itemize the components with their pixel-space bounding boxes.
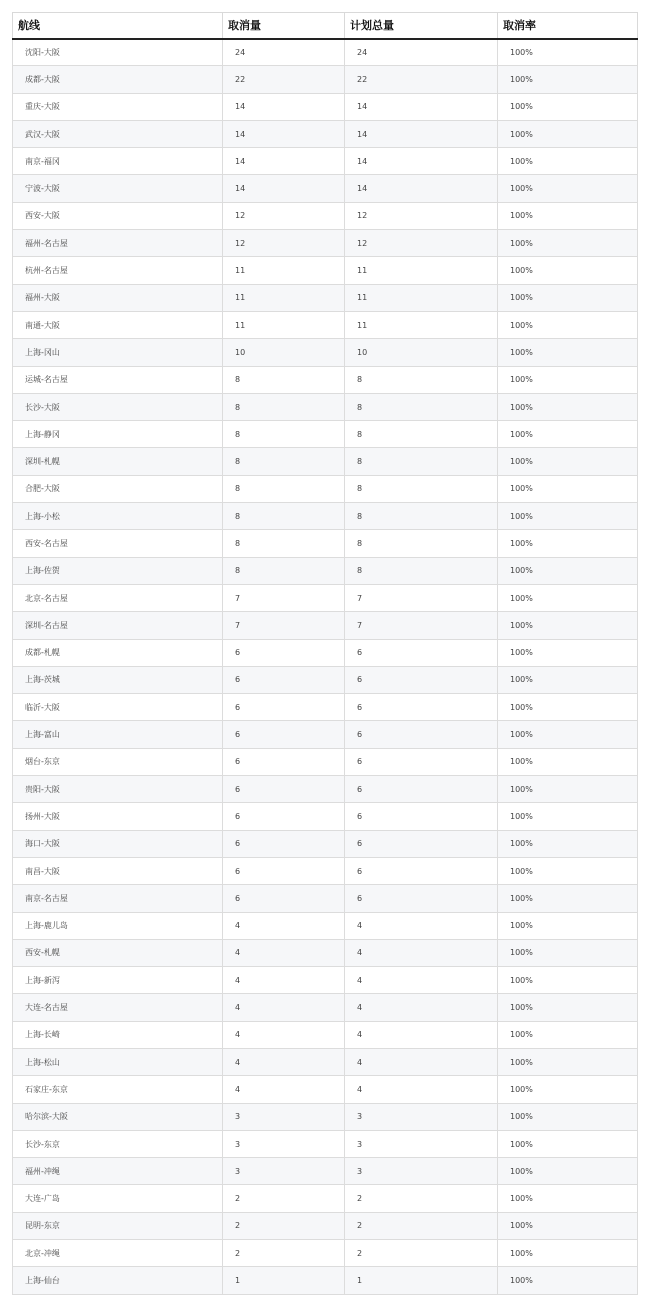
- cell-cancellation-rate: 100%: [498, 448, 638, 475]
- cell-cancelled-count: 4: [223, 912, 345, 939]
- cell-cancellation-rate: 100%: [498, 93, 638, 120]
- table-row: [13, 748, 638, 775]
- cell-planned-total: 14: [345, 93, 498, 120]
- table-row: [13, 666, 638, 693]
- cell-cancelled-count: 2: [223, 1185, 345, 1212]
- table-row: [13, 257, 638, 284]
- cell-planned-total: 2: [345, 1212, 498, 1239]
- cell-route: 石家庄-东京: [13, 1076, 223, 1103]
- cell-cancellation-rate: 100%: [498, 1021, 638, 1048]
- table-row: [13, 284, 638, 311]
- cell-cancelled-count: 4: [223, 1021, 345, 1048]
- table-row: [13, 120, 638, 147]
- cell-planned-total: 4: [345, 994, 498, 1021]
- cell-route: 北京-冲绳: [13, 1240, 223, 1267]
- table-row: [13, 503, 638, 530]
- cell-cancellation-rate: 100%: [498, 257, 638, 284]
- cell-cancellation-rate: 100%: [498, 967, 638, 994]
- cell-cancellation-rate: 100%: [498, 1076, 638, 1103]
- table-row: [13, 311, 638, 338]
- table-row: [13, 1158, 638, 1185]
- cell-route: 宁波-大阪: [13, 175, 223, 202]
- cell-cancelled-count: 22: [223, 66, 345, 93]
- cell-cancelled-count: 3: [223, 1158, 345, 1185]
- cell-cancellation-rate: 100%: [498, 584, 638, 611]
- cell-cancellation-rate: 100%: [498, 994, 638, 1021]
- cell-cancellation-rate: 100%: [498, 230, 638, 257]
- table-row: [13, 803, 638, 830]
- cell-cancelled-count: 7: [223, 584, 345, 611]
- cell-cancelled-count: 10: [223, 339, 345, 366]
- cell-cancellation-rate: 100%: [498, 639, 638, 666]
- cell-route: 上海-富山: [13, 721, 223, 748]
- cell-cancellation-rate: 100%: [498, 830, 638, 857]
- cell-cancellation-rate: 100%: [498, 885, 638, 912]
- cell-route: 临沂-大阪: [13, 694, 223, 721]
- cell-planned-total: 11: [345, 284, 498, 311]
- cell-route: 沈阳-大阪: [13, 39, 223, 66]
- cell-cancellation-rate: 100%: [498, 803, 638, 830]
- cell-route: 烟台-东京: [13, 748, 223, 775]
- cell-planned-total: 12: [345, 202, 498, 229]
- cell-cancelled-count: 12: [223, 202, 345, 229]
- cell-route: 上海-佐贺: [13, 557, 223, 584]
- cell-planned-total: 8: [345, 557, 498, 584]
- table-row: [13, 1103, 638, 1130]
- cell-route: 贵阳-大阪: [13, 776, 223, 803]
- table-row: [13, 857, 638, 884]
- cell-planned-total: 24: [345, 39, 498, 66]
- cell-cancellation-rate: 100%: [498, 748, 638, 775]
- cell-cancelled-count: 6: [223, 776, 345, 803]
- table-row: [13, 830, 638, 857]
- cell-route: 成都-大阪: [13, 66, 223, 93]
- cell-route: 深圳-名古屋: [13, 612, 223, 639]
- cell-cancellation-rate: 100%: [498, 1267, 638, 1294]
- cell-cancellation-rate: 100%: [498, 393, 638, 420]
- cell-planned-total: 6: [345, 885, 498, 912]
- cell-planned-total: 22: [345, 66, 498, 93]
- cell-route: 上海-长崎: [13, 1021, 223, 1048]
- cell-planned-total: 3: [345, 1130, 498, 1157]
- table-row: [13, 393, 638, 420]
- table-row: [13, 1212, 638, 1239]
- table-row: [13, 230, 638, 257]
- cell-planned-total: 10: [345, 339, 498, 366]
- cell-route: 上海-鹿儿岛: [13, 912, 223, 939]
- cell-planned-total: 6: [345, 694, 498, 721]
- cell-cancellation-rate: 100%: [498, 557, 638, 584]
- table-row: [13, 366, 638, 393]
- cell-cancellation-rate: 100%: [498, 612, 638, 639]
- table-row: [13, 557, 638, 584]
- cell-cancellation-rate: 100%: [498, 175, 638, 202]
- cell-cancelled-count: 2: [223, 1240, 345, 1267]
- cell-cancelled-count: 6: [223, 748, 345, 775]
- table-header: [13, 13, 638, 39]
- cell-cancelled-count: 24: [223, 39, 345, 66]
- table-row: [13, 1130, 638, 1157]
- cell-planned-total: 14: [345, 175, 498, 202]
- cell-route: 上海-新泻: [13, 967, 223, 994]
- header-route: 航线: [13, 13, 223, 39]
- table-row: [13, 612, 638, 639]
- table-row: [13, 912, 638, 939]
- cell-planned-total: 6: [345, 721, 498, 748]
- cell-cancellation-rate: 100%: [498, 148, 638, 175]
- cell-planned-total: 8: [345, 448, 498, 475]
- header-planned-total: 计划总量: [345, 13, 498, 39]
- table-row: [13, 1267, 638, 1294]
- cell-planned-total: 8: [345, 366, 498, 393]
- cell-route: 深圳-札幌: [13, 448, 223, 475]
- cell-cancelled-count: 11: [223, 284, 345, 311]
- cell-route: 成都-札幌: [13, 639, 223, 666]
- cell-cancellation-rate: 100%: [498, 284, 638, 311]
- table-row: [13, 885, 638, 912]
- cell-cancelled-count: 6: [223, 885, 345, 912]
- cell-planned-total: 6: [345, 776, 498, 803]
- cell-cancelled-count: 4: [223, 1076, 345, 1103]
- cell-route: 昆明-东京: [13, 1212, 223, 1239]
- cell-planned-total: 1: [345, 1267, 498, 1294]
- cell-planned-total: 8: [345, 503, 498, 530]
- cell-cancellation-rate: 100%: [498, 530, 638, 557]
- cell-cancelled-count: 11: [223, 311, 345, 338]
- cell-route: 上海-冈山: [13, 339, 223, 366]
- cell-route: 上海-松山: [13, 1048, 223, 1075]
- cell-cancellation-rate: 100%: [498, 1158, 638, 1185]
- cell-cancellation-rate: 100%: [498, 421, 638, 448]
- cell-route: 北京-名古屋: [13, 584, 223, 611]
- table-row: [13, 39, 638, 66]
- cell-cancellation-rate: 100%: [498, 857, 638, 884]
- cell-cancellation-rate: 100%: [498, 1240, 638, 1267]
- cell-cancellation-rate: 100%: [498, 366, 638, 393]
- cell-route: 南京-福冈: [13, 148, 223, 175]
- cell-cancellation-rate: 100%: [498, 1103, 638, 1130]
- cell-route: 大连-名古屋: [13, 994, 223, 1021]
- table-row: [13, 475, 638, 502]
- cell-planned-total: 4: [345, 1021, 498, 1048]
- cell-cancelled-count: 4: [223, 1048, 345, 1075]
- cell-route: 南昌-大阪: [13, 857, 223, 884]
- cell-route: 福州-大阪: [13, 284, 223, 311]
- table-row: [13, 530, 638, 557]
- flight-cancellation-table: [12, 12, 638, 1295]
- cell-cancelled-count: 4: [223, 939, 345, 966]
- cell-cancelled-count: 8: [223, 421, 345, 448]
- cell-route: 杭州-名古屋: [13, 257, 223, 284]
- cell-cancellation-rate: 100%: [498, 120, 638, 147]
- cell-route: 上海-小松: [13, 503, 223, 530]
- table-row: [13, 967, 638, 994]
- cell-planned-total: 6: [345, 857, 498, 884]
- cell-planned-total: 4: [345, 1048, 498, 1075]
- cell-route: 运城-名古屋: [13, 366, 223, 393]
- cell-planned-total: 2: [345, 1240, 498, 1267]
- table-row: [13, 339, 638, 366]
- cell-cancelled-count: 6: [223, 639, 345, 666]
- cell-cancellation-rate: 100%: [498, 66, 638, 93]
- table-row: [13, 1048, 638, 1075]
- cell-cancelled-count: 7: [223, 612, 345, 639]
- cell-cancellation-rate: 100%: [498, 503, 638, 530]
- cell-planned-total: 11: [345, 257, 498, 284]
- cell-route: 上海-仙台: [13, 1267, 223, 1294]
- cell-cancellation-rate: 100%: [498, 912, 638, 939]
- cell-planned-total: 4: [345, 939, 498, 966]
- table-row: [13, 721, 638, 748]
- cell-planned-total: 4: [345, 967, 498, 994]
- cell-planned-total: 6: [345, 666, 498, 693]
- cell-route: 哈尔滨-大阪: [13, 1103, 223, 1130]
- cell-planned-total: 14: [345, 148, 498, 175]
- cell-route: 南通-大阪: [13, 311, 223, 338]
- cell-route: 福州-冲绳: [13, 1158, 223, 1185]
- table-row: [13, 148, 638, 175]
- cell-planned-total: 8: [345, 530, 498, 557]
- cell-route: 西安-札幌: [13, 939, 223, 966]
- cell-route: 长沙-东京: [13, 1130, 223, 1157]
- cell-cancellation-rate: 100%: [498, 339, 638, 366]
- cell-planned-total: 8: [345, 421, 498, 448]
- cell-route: 武汉-大阪: [13, 120, 223, 147]
- table-row: [13, 93, 638, 120]
- cell-route: 上海-茨城: [13, 666, 223, 693]
- cell-route: 西安-大阪: [13, 202, 223, 229]
- cell-planned-total: 4: [345, 1076, 498, 1103]
- cell-cancellation-rate: 100%: [498, 939, 638, 966]
- cell-cancelled-count: 6: [223, 694, 345, 721]
- cell-cancelled-count: 14: [223, 148, 345, 175]
- cell-cancelled-count: 8: [223, 557, 345, 584]
- cell-cancelled-count: 2: [223, 1212, 345, 1239]
- table-body: [13, 39, 638, 1295]
- cell-cancelled-count: 14: [223, 175, 345, 202]
- cell-cancelled-count: 8: [223, 393, 345, 420]
- cell-planned-total: 14: [345, 120, 498, 147]
- cell-cancellation-rate: 100%: [498, 1130, 638, 1157]
- header-cancelled-count: 取消量: [223, 13, 345, 39]
- cell-route: 上海-静冈: [13, 421, 223, 448]
- cell-route: 西安-名古屋: [13, 530, 223, 557]
- cell-cancellation-rate: 100%: [498, 1185, 638, 1212]
- cell-cancelled-count: 3: [223, 1130, 345, 1157]
- cell-cancelled-count: 8: [223, 530, 345, 557]
- table-row: [13, 1240, 638, 1267]
- cell-cancelled-count: 3: [223, 1103, 345, 1130]
- cell-route: 南京-名古屋: [13, 885, 223, 912]
- header-cancellation-rate: 取消率: [498, 13, 638, 39]
- cell-route: 重庆-大阪: [13, 93, 223, 120]
- cell-cancellation-rate: 100%: [498, 39, 638, 66]
- cell-planned-total: 11: [345, 311, 498, 338]
- cell-cancelled-count: 6: [223, 803, 345, 830]
- cell-cancelled-count: 12: [223, 230, 345, 257]
- header-row: [13, 13, 638, 39]
- cell-planned-total: 4: [345, 912, 498, 939]
- cell-cancellation-rate: 100%: [498, 721, 638, 748]
- cell-cancellation-rate: 100%: [498, 666, 638, 693]
- cell-cancellation-rate: 100%: [498, 694, 638, 721]
- cell-planned-total: 6: [345, 803, 498, 830]
- cell-cancelled-count: 1: [223, 1267, 345, 1294]
- cell-cancellation-rate: 100%: [498, 776, 638, 803]
- table-row: [13, 1185, 638, 1212]
- cell-planned-total: 7: [345, 584, 498, 611]
- cell-route: 扬州-大阪: [13, 803, 223, 830]
- cell-planned-total: 8: [345, 393, 498, 420]
- cell-cancellation-rate: 100%: [498, 1048, 638, 1075]
- cell-cancelled-count: 6: [223, 857, 345, 884]
- cell-route: 海口-大阪: [13, 830, 223, 857]
- cell-route: 合肥-大阪: [13, 475, 223, 502]
- cell-cancelled-count: 6: [223, 666, 345, 693]
- table-row: [13, 202, 638, 229]
- table-row: [13, 994, 638, 1021]
- cell-cancelled-count: 14: [223, 93, 345, 120]
- table-row: [13, 584, 638, 611]
- cell-cancelled-count: 4: [223, 967, 345, 994]
- cell-cancellation-rate: 100%: [498, 1212, 638, 1239]
- cell-planned-total: 6: [345, 748, 498, 775]
- cell-cancellation-rate: 100%: [498, 202, 638, 229]
- cell-route: 长沙-大阪: [13, 393, 223, 420]
- cell-cancelled-count: 6: [223, 721, 345, 748]
- cell-cancelled-count: 8: [223, 366, 345, 393]
- table-row: [13, 776, 638, 803]
- cell-planned-total: 3: [345, 1103, 498, 1130]
- table-row: [13, 694, 638, 721]
- table-row: [13, 939, 638, 966]
- cell-cancellation-rate: 100%: [498, 475, 638, 502]
- flight-cancellation-table-container: [12, 12, 637, 1295]
- cell-cancelled-count: 6: [223, 830, 345, 857]
- cell-cancelled-count: 8: [223, 448, 345, 475]
- cell-planned-total: 3: [345, 1158, 498, 1185]
- cell-cancelled-count: 8: [223, 503, 345, 530]
- cell-planned-total: 6: [345, 830, 498, 857]
- cell-planned-total: 2: [345, 1185, 498, 1212]
- cell-route: 福州-名古屋: [13, 230, 223, 257]
- cell-route: 大连-广岛: [13, 1185, 223, 1212]
- cell-cancelled-count: 4: [223, 994, 345, 1021]
- cell-planned-total: 7: [345, 612, 498, 639]
- table-row: [13, 175, 638, 202]
- table-row: [13, 1076, 638, 1103]
- cell-planned-total: 8: [345, 475, 498, 502]
- table-row: [13, 66, 638, 93]
- table-row: [13, 639, 638, 666]
- cell-planned-total: 6: [345, 639, 498, 666]
- cell-cancelled-count: 14: [223, 120, 345, 147]
- table-row: [13, 421, 638, 448]
- cell-cancellation-rate: 100%: [498, 311, 638, 338]
- cell-cancelled-count: 8: [223, 475, 345, 502]
- cell-planned-total: 12: [345, 230, 498, 257]
- cell-cancelled-count: 11: [223, 257, 345, 284]
- table-row: [13, 448, 638, 475]
- table-row: [13, 1021, 638, 1048]
